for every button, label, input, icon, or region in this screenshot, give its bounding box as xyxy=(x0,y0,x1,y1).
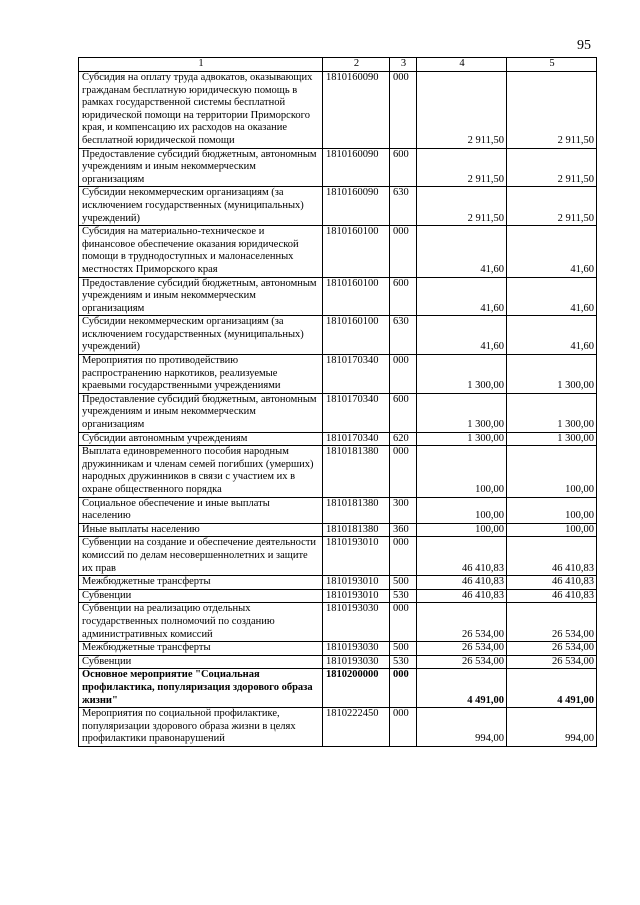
row-code-cell: 1810160090 xyxy=(323,148,390,187)
row-code-cell: 1810160100 xyxy=(323,277,390,316)
row-value-2019-cell: 41,60 xyxy=(417,316,507,355)
row-code-cell: 1810193030 xyxy=(323,642,390,656)
row-name-cell: Предоставление субсидий бюджетным, автономным учреждениям и иным некоммерческим организациям xyxy=(79,148,323,187)
row-code-cell: 1810193030 xyxy=(323,603,390,642)
row-type-cell: 360 xyxy=(390,523,417,537)
row-value-2019-cell: 100,00 xyxy=(417,446,507,497)
table-row xyxy=(79,277,597,316)
row-value-2019-cell: 100,00 xyxy=(417,523,507,537)
row-type-cell: 630 xyxy=(390,187,417,226)
table-row xyxy=(79,148,597,187)
row-value-2019-cell: 26 534,00 xyxy=(417,603,507,642)
row-code-cell: 1810170340 xyxy=(323,432,390,446)
table-row xyxy=(79,187,597,226)
row-value-2020-cell: 2 911,50 xyxy=(507,72,597,149)
row-code-cell: 1810193010 xyxy=(323,537,390,576)
row-name-cell: Социальное обеспечение и иные выплаты населению xyxy=(79,497,323,523)
row-code-cell: 1810160100 xyxy=(323,316,390,355)
row-value-2020-cell: 1 300,00 xyxy=(507,393,597,432)
row-value-2019-cell: 41,60 xyxy=(417,277,507,316)
row-value-2020-cell: 994,00 xyxy=(507,708,597,747)
table-row xyxy=(79,603,597,642)
row-type-cell: 300 xyxy=(390,497,417,523)
row-value-2019-cell: 46 410,83 xyxy=(417,537,507,576)
row-name-cell: Субвенции на реализацию отдельных государственных полномочий по созданию административных комиссий xyxy=(79,603,323,642)
row-value-2019-cell: 26 534,00 xyxy=(417,655,507,669)
row-name-cell: Субсидии некоммерческим организациям (за исключением государственных (муниципальных) учреждений) xyxy=(79,187,323,226)
row-type-cell: 000 xyxy=(390,72,417,149)
row-type-cell: 630 xyxy=(390,316,417,355)
table-row xyxy=(79,655,597,669)
row-value-2019-cell: 1 300,00 xyxy=(417,355,507,394)
row-value-2019-cell: 4 491,00 xyxy=(417,669,507,708)
table-row xyxy=(79,72,597,149)
row-value-2019-cell: 1 300,00 xyxy=(417,393,507,432)
row-name-cell: Субвенции xyxy=(79,589,323,603)
row-value-2020-cell: 1 300,00 xyxy=(507,432,597,446)
header-cell: 1 xyxy=(79,58,323,72)
row-value-2020-cell: 1 300,00 xyxy=(507,355,597,394)
row-code-cell: 1810170340 xyxy=(323,355,390,394)
row-type-cell: 000 xyxy=(390,446,417,497)
header-cell: 4 xyxy=(417,58,507,72)
row-code-cell: 1810181380 xyxy=(323,497,390,523)
row-code-cell: 1810160100 xyxy=(323,226,390,277)
row-type-cell: 530 xyxy=(390,589,417,603)
row-name-cell: Мероприятия по противодействию распространению наркотиков, реализуемые краевыми государственными учреждениями xyxy=(79,355,323,394)
row-value-2019-cell: 46 410,83 xyxy=(417,589,507,603)
row-name-cell: Мероприятия по социальной профилактике, популяризации здорового образа жизни в целях профилактики правонарушений xyxy=(79,708,323,747)
table-header-row xyxy=(79,58,597,72)
row-type-cell: 600 xyxy=(390,148,417,187)
row-code-cell: 1810160090 xyxy=(323,72,390,149)
row-name-cell: Субсидии некоммерческим организациям (за исключением государственных (муниципальных) учреждений) xyxy=(79,316,323,355)
row-name-cell: Иные выплаты населению xyxy=(79,523,323,537)
header-cell: 5 xyxy=(507,58,597,72)
row-type-cell: 500 xyxy=(390,642,417,656)
table-row xyxy=(79,523,597,537)
row-value-2019-cell: 100,00 xyxy=(417,497,507,523)
table-row xyxy=(79,446,597,497)
row-type-cell: 000 xyxy=(390,537,417,576)
row-name-cell: Межбюджетные трансферты xyxy=(79,642,323,656)
page-number: 95 xyxy=(577,38,591,53)
table-row xyxy=(79,669,597,708)
row-name-cell: Субвенции на создание и обеспечение деятельности комиссий по делам несовершеннолетних и защите их прав xyxy=(79,537,323,576)
row-type-cell: 500 xyxy=(390,576,417,590)
row-code-cell: 1810193030 xyxy=(323,655,390,669)
table-row xyxy=(79,708,597,747)
row-name-cell: Выплата единовременного пособия народным дружинникам и членам семей погибших (умерших) народных дружинников в связи с участием их в охране общественного порядка xyxy=(79,446,323,497)
row-type-cell: 000 xyxy=(390,226,417,277)
row-type-cell: 000 xyxy=(390,603,417,642)
table-row xyxy=(79,537,597,576)
row-value-2020-cell: 4 491,00 xyxy=(507,669,597,708)
row-value-2020-cell: 100,00 xyxy=(507,523,597,537)
row-value-2019-cell: 1 300,00 xyxy=(417,432,507,446)
row-type-cell: 620 xyxy=(390,432,417,446)
row-value-2020-cell: 41,60 xyxy=(507,226,597,277)
row-code-cell: 1810200000 xyxy=(323,669,390,708)
row-code-cell: 1810193010 xyxy=(323,589,390,603)
row-name-cell: Субсидия на материально-техническое и финансовое обеспечение оказания юридической помощи в труднодоступных и малонаселенных местностях Приморского края xyxy=(79,226,323,277)
row-type-cell: 530 xyxy=(390,655,417,669)
row-type-cell: 000 xyxy=(390,708,417,747)
row-code-cell: 1810170340 xyxy=(323,393,390,432)
row-value-2020-cell: 41,60 xyxy=(507,277,597,316)
budget-table xyxy=(78,57,597,747)
row-value-2020-cell: 46 410,83 xyxy=(507,537,597,576)
table-row xyxy=(79,642,597,656)
row-code-cell: 1810193010 xyxy=(323,576,390,590)
row-code-cell: 1810160090 xyxy=(323,187,390,226)
row-code-cell: 1810222450 xyxy=(323,708,390,747)
row-name-cell: Субвенции xyxy=(79,655,323,669)
table-row xyxy=(79,316,597,355)
row-type-cell: 000 xyxy=(390,355,417,394)
row-value-2019-cell: 2 911,50 xyxy=(417,148,507,187)
row-value-2020-cell: 26 534,00 xyxy=(507,603,597,642)
row-value-2019-cell: 41,60 xyxy=(417,226,507,277)
row-name-cell: Предоставление субсидий бюджетным, автономным учреждениям и иным некоммерческим организациям xyxy=(79,277,323,316)
row-value-2020-cell: 46 410,83 xyxy=(507,589,597,603)
row-value-2020-cell: 46 410,83 xyxy=(507,576,597,590)
table-row xyxy=(79,355,597,394)
table-row xyxy=(79,576,597,590)
header-cell: 2 xyxy=(323,58,390,72)
row-value-2019-cell: 46 410,83 xyxy=(417,576,507,590)
row-value-2020-cell: 26 534,00 xyxy=(507,655,597,669)
row-name-cell: Основное мероприятие "Социальная профилактика, популяризация здорового образа жизни" xyxy=(79,669,323,708)
table-row xyxy=(79,226,597,277)
row-name-cell: Предоставление субсидий бюджетным, автономным учреждениям и иным некоммерческим организациям xyxy=(79,393,323,432)
row-value-2020-cell: 2 911,50 xyxy=(507,187,597,226)
row-code-cell: 1810181380 xyxy=(323,446,390,497)
row-value-2019-cell: 2 911,50 xyxy=(417,72,507,149)
row-type-cell: 600 xyxy=(390,393,417,432)
table-row xyxy=(79,393,597,432)
row-name-cell: Межбюджетные трансферты xyxy=(79,576,323,590)
row-value-2020-cell: 26 534,00 xyxy=(507,642,597,656)
row-value-2019-cell: 994,00 xyxy=(417,708,507,747)
row-value-2020-cell: 100,00 xyxy=(507,446,597,497)
row-name-cell: Субсидии автономным учреждениям xyxy=(79,432,323,446)
row-value-2019-cell: 26 534,00 xyxy=(417,642,507,656)
row-type-cell: 000 xyxy=(390,669,417,708)
row-type-cell: 600 xyxy=(390,277,417,316)
row-value-2020-cell: 2 911,50 xyxy=(507,148,597,187)
table-row xyxy=(79,497,597,523)
header-cell: 3 xyxy=(390,58,417,72)
row-name-cell: Субсидия на оплату труда адвокатов, оказывающих гражданам бесплатную юридическую помощь в рамках государственной системы бесплатной юридической помощи на территории Приморского края, и компенсацию их расходов на оказание бесплатной юридической помощи xyxy=(79,72,323,149)
row-value-2020-cell: 100,00 xyxy=(507,497,597,523)
row-code-cell: 1810181380 xyxy=(323,523,390,537)
row-value-2020-cell: 41,60 xyxy=(507,316,597,355)
table-row xyxy=(79,432,597,446)
row-value-2019-cell: 2 911,50 xyxy=(417,187,507,226)
table-row xyxy=(79,589,597,603)
